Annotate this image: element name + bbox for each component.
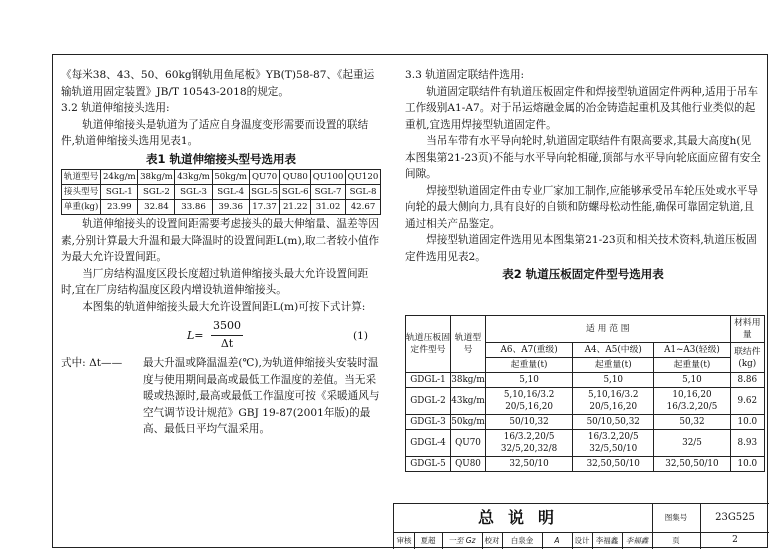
- table1: [61, 169, 381, 215]
- page-label: 页: [652, 532, 701, 549]
- table1-cell: 33.86: [175, 200, 212, 215]
- table2-cell: 50kg/m: [451, 415, 486, 430]
- table2-cell: 8.86: [730, 373, 764, 388]
- drawing-sheet: [52, 54, 768, 548]
- table2-cell: 43kg/m: [451, 388, 486, 415]
- table1-cell: QU120: [346, 170, 381, 185]
- table2-row: [406, 430, 765, 457]
- left-paragraph-4: 当厂房结构温度区段长度超过轨道伸缩接头最大允许设置间距时,宜在厂房结构温度区段内增设轨道伸缩接头。: [61, 267, 369, 296]
- table1-cell: 23.99: [101, 200, 138, 215]
- left-column: [61, 67, 381, 438]
- table2-cell: 5,10: [573, 373, 654, 388]
- table2: [405, 315, 765, 472]
- table2-cell: 5,10: [654, 373, 730, 388]
- table2-cell: 50/10,32: [486, 415, 573, 430]
- table2-cell: 16/3.2,20/5 32/5,20,32/8: [486, 430, 573, 457]
- reviewer-signature: 一至 Gz: [442, 532, 483, 549]
- table2-cell: 32,50/10: [486, 457, 573, 472]
- formula-lhs: L=: [187, 329, 204, 342]
- right-paragraph-3: 焊接型轨道固定件由专业厂家加工制作,应能够承受吊车轮压处或水平导向轮的最大侧向力,具有良好的自锁和防螺母松动性能,确保可靠固定轨道,且通过相关产品鉴定。: [405, 184, 758, 230]
- table2-row: [406, 415, 765, 430]
- table2-model-cell: GDGL-4: [406, 430, 451, 457]
- table2-subheader: 起重量(t): [654, 358, 730, 373]
- where-text: 最大升温或降温温差(℃),为轨道伸缩接头安装时温度与使用期间最高或最低工作温度的差值。当无采暖或热源时,最高或最低工作温度可按《采暖通风与空气调节设计规范》GBJ 19-87(2001年版)的最高、最低日平均气温采用。: [143, 357, 380, 435]
- table1-cell: 31.02: [311, 200, 346, 215]
- reviewer-name: 夏超: [414, 532, 443, 549]
- table1-cell: 21.22: [280, 200, 311, 215]
- table1-row-header: 接头型号: [62, 185, 101, 200]
- table2-cell: 32,50,50/10: [573, 457, 654, 472]
- table2-cell: 50/10,50,32: [573, 415, 654, 430]
- left-paragraph-3: 轨道伸缩接头的设置间距需要考虑接头的最大伸缩量、温差等因素,分别计算最大升温和最大降温时的设置间距L(m),取二者较小值作为最大允许设置间距。: [61, 218, 380, 263]
- table2-cell: 5,10: [486, 373, 573, 388]
- formula-1: [61, 315, 381, 355]
- table1-row-header: 轨道型号: [62, 170, 101, 185]
- table2-title: 表2 轨道压板固定件型号选用表: [502, 267, 664, 281]
- table2-cell: 50,32: [654, 415, 730, 430]
- table1-cell: SGL-8: [346, 185, 381, 200]
- table2-header-material: 材料用量: [730, 316, 764, 343]
- table2-subheader: 起重量(t): [573, 358, 654, 373]
- table1-cell: SGL-3: [175, 185, 212, 200]
- table1-cell: SGL-6: [280, 185, 311, 200]
- table1-cell: 17.37: [249, 200, 280, 215]
- checker-name: 白泉金: [502, 532, 543, 549]
- table2-cell: 8.93: [730, 430, 764, 457]
- table2-cell: QU70: [451, 430, 486, 457]
- left-paragraph-1: 《每米38、43、50、60kg钢轨用鱼尾板》YB(T)58-87、《起重运输轨道用固定装置》JB/T 10543-2018的规定。: [61, 69, 375, 98]
- table2-cell: 32,50,50/10: [654, 457, 730, 472]
- designer-name: 李福鑫: [592, 532, 623, 549]
- table1-cell: 39.36: [212, 200, 249, 215]
- table1-cell: 50kg/m: [212, 170, 249, 185]
- formula-denominator: Δt: [220, 336, 234, 350]
- table2-subheader: 起重量(t): [486, 358, 573, 373]
- table2-model-cell: GDGL-5: [406, 457, 451, 472]
- table1-cell: SGL-7: [311, 185, 346, 200]
- table1-cell: 38kg/m: [138, 170, 175, 185]
- table2-model-cell: GDGL-1: [406, 373, 451, 388]
- page-number: 2: [732, 535, 738, 545]
- table2-cell: 5,10,16/3.2 20/5,16,20: [486, 388, 573, 415]
- table2-model-cell: GDGL-3: [406, 415, 451, 430]
- table1-row: [62, 200, 381, 215]
- table1-cell: 43kg/m: [175, 170, 212, 185]
- table1-cell: SGL-4: [212, 185, 249, 200]
- design-label: 设计: [572, 532, 593, 549]
- table1-cell: SGL-5: [249, 185, 280, 200]
- table1-cell: 32.84: [138, 200, 175, 215]
- designer-signature: 李福鑫: [622, 532, 653, 549]
- table2-row: [406, 457, 765, 472]
- section-heading-3-3: 3.3 轨道固定联结件选用:: [405, 69, 525, 81]
- right-column: [405, 67, 761, 285]
- table2-cell: 10,16,20 16/3.2,20/5: [654, 388, 730, 415]
- table2-row: [406, 373, 765, 388]
- formula-numerator: 3500: [211, 318, 243, 336]
- table1-cell: QU100: [311, 170, 346, 185]
- table1-cell: 24kg/m: [101, 170, 138, 185]
- table2-cell: 10.0: [730, 457, 764, 472]
- table2-header-connector: 联结件(kg): [730, 343, 764, 373]
- atlas-number: 23G525: [715, 512, 755, 523]
- atlas-number-label: 图集号: [652, 504, 701, 532]
- table1-row-header: 单重(kg): [62, 200, 101, 215]
- table2-cell: 9.62: [730, 388, 764, 415]
- right-paragraph-2: 当吊车带有水平导向轮时,轨道固定联结件有限高要求,其最大高度h(见本图集第21-23页)不能与水平导向轮相碰,顶部与水平导向轮底面应留有安全间隙。: [405, 135, 761, 180]
- where-label: 式中: Δt——: [61, 357, 123, 369]
- table1-row: [62, 170, 381, 185]
- table2-cell: 5,10,16/3.2 20/5,16,20: [573, 388, 654, 415]
- table2-header-medium: A4、A5(中级): [573, 343, 654, 358]
- table1-cell: QU70: [249, 170, 280, 185]
- title-block: [393, 503, 769, 549]
- table2-header-light: A1~A3(轻级): [654, 343, 730, 358]
- table1-cell: SGL-1: [101, 185, 138, 200]
- table2-cell: 10.0: [730, 415, 764, 430]
- checker-signature: A: [542, 532, 573, 549]
- table1-row: [62, 185, 381, 200]
- right-paragraph-4: 焊接型轨道固定件选用见本图集第21-23页和相关技术资料,轨道压板固定件选用见表2。: [405, 234, 757, 263]
- table2-model-cell: GDGL-2: [406, 388, 451, 415]
- section-heading-3-2: 3.2 轨道伸缩接头选用:: [61, 102, 170, 114]
- table2-header-range: 适 用 范 围: [486, 316, 731, 343]
- right-paragraph-1: 轨道固定联结件有轨道压板固定件和焊接型轨道固定件两种,适用于吊车工作级别A1-A7。对于吊运熔融金属的冶金铸造起重机及其他行业类似的起重机,宜选用焊接型轨道固定件。: [405, 85, 758, 131]
- table2-header-rail: 轨道型号: [451, 316, 486, 373]
- where-clause: [61, 355, 381, 438]
- table1-title: 表1 轨道伸缩接头型号选用表: [145, 151, 296, 166]
- table2-cell: 32/5: [654, 430, 730, 457]
- table1-cell: 42.67: [346, 200, 381, 215]
- table2-cell: 38kg/m: [451, 373, 486, 388]
- table2-row: [406, 388, 765, 415]
- table1-cell: SGL-2: [138, 185, 175, 200]
- table1-cell: QU80: [280, 170, 311, 185]
- table2-header-heavy: A6、A7(重级): [486, 343, 573, 358]
- check-label: 校对: [482, 532, 503, 549]
- title-block-title: 总说明: [394, 504, 653, 532]
- left-paragraph-5: 本图集的轨道伸缩接头最大允许设置间距L(m)可按下式计算:: [82, 300, 366, 313]
- review-label: 审核: [394, 532, 415, 549]
- table2-cell: 16/3.2,20/5 32/5,50/10: [573, 430, 654, 457]
- table2-cell: QU80: [451, 457, 486, 472]
- table2-header-model: 轨道压板固定件型号: [406, 316, 451, 373]
- formula-number: (1): [353, 330, 369, 342]
- left-paragraph-2: 轨道伸缩接头是轨道为了适应自身温度变形需要而设置的联结件,轨道伸缩接头选用见表1。: [61, 118, 369, 147]
